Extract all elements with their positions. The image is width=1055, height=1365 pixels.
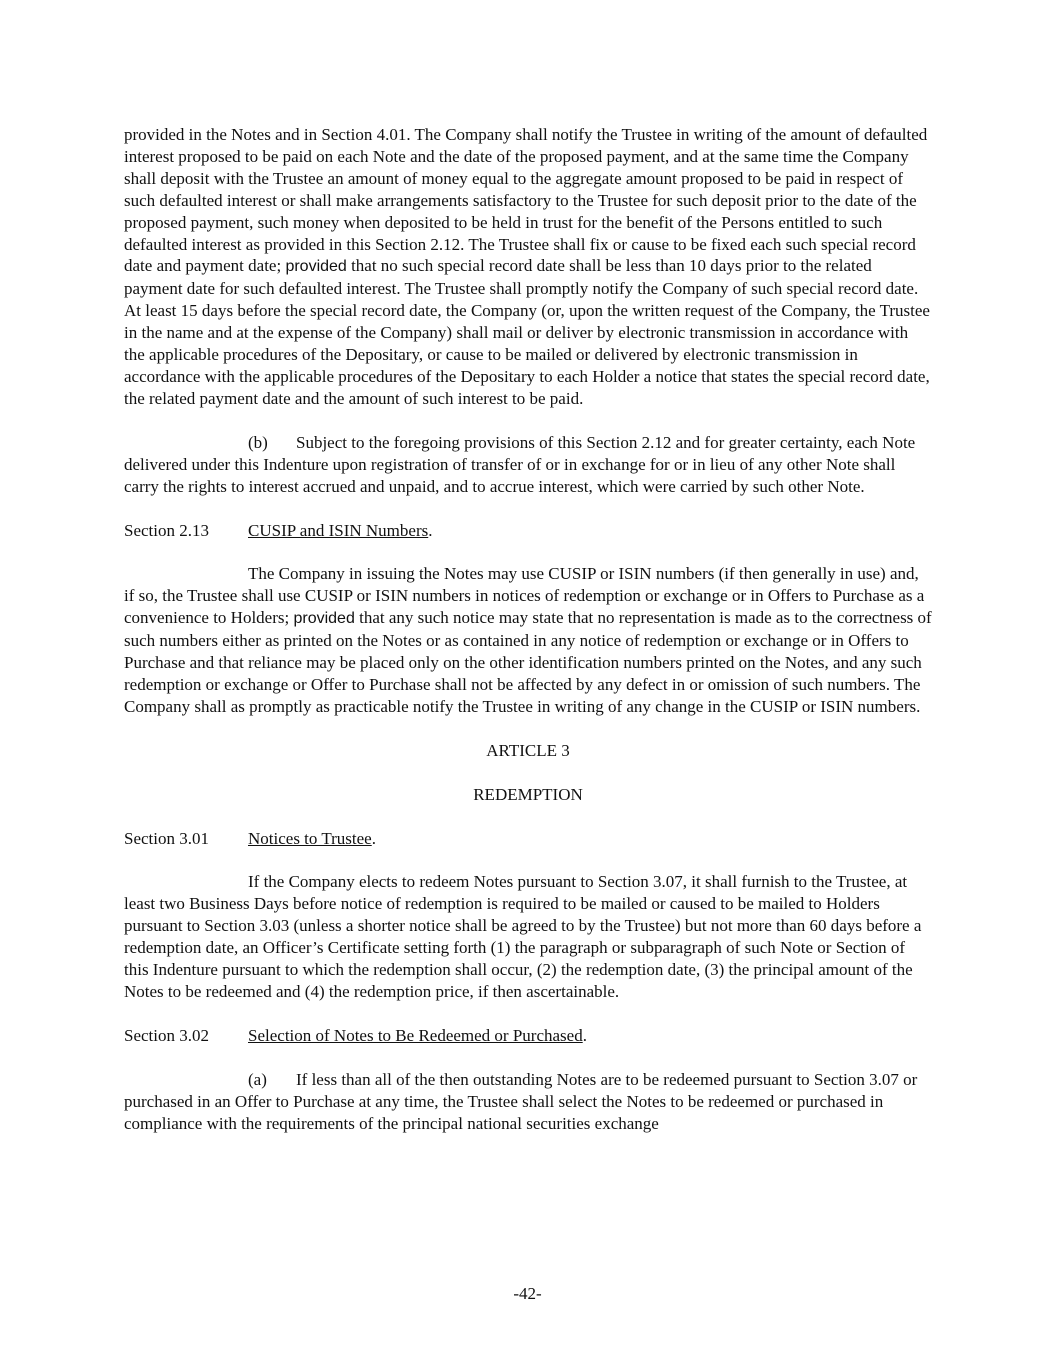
paragraph-defaulted-interest	[124, 124, 932, 410]
section-heading-3-02: Section 3.02 Selection of Notes to Be Redeemed or Purchased.	[124, 1025, 587, 1045]
section-heading-2-13: Section 2.13 CUSIP and ISIN Numbers.	[124, 520, 433, 540]
paragraph-text: If less than all of the then outstanding Notes are to be redeemed pursuant to Section 3.07 or purchased in an Offer to Purchase at any time, the Trustee shall select the Notes to be redeemed or purchased in compliance with the requirements of the principal national securities exchange	[124, 1069, 918, 1133]
section-title: Selection of Notes to Be Redeemed or Purchased	[248, 1025, 583, 1045]
article-heading: ARTICLE 3	[486, 740, 570, 760]
section-title: Notices to Trustee	[248, 828, 372, 848]
section-title: CUSIP and ISIN Numbers	[248, 520, 429, 540]
paragraph-text: that no such special record date shall be less than 10 days prior to the related payment date for such defaulted interest. The Trustee shall promptly notify the Company of such special record date. At least 15 days before the special record date, the Company (or, upon the written request of the Company, the Trustee in the name and at the expense of the Company) shall mail or deliver by electronic transmission in accordance with the applicable procedures of the Depositary, or cause to be mailed or delivered by electronic transmission in accordance with the applicable procedures of the Depositary to each Holder a notice that states the special record date, the related payment date and the amount of such interest to be paid.	[124, 256, 930, 408]
section-number: Section 3.02	[124, 1025, 209, 1045]
paragraph-text: Subject to the foregoing provisions of this Section 2.12 and for greater certainty, each Note delivered under this Indenture upon registration of transfer of or in exchange for or in lieu of any other Note shall carry the rights to interest accrued and unpaid, and to accrue interest, which were carried by such other Note.	[124, 432, 916, 496]
paragraph-text: provided in the Notes and in Section 4.01. The Company shall notify the Trustee in writing of the amount of defaulted interest proposed to be paid on each Note and the date of the proposed payment, and at the same time the Company shall deposit with the Trustee an amount of money equal to the aggregate amount proposed to be paid in respect of such defaulted interest or shall make arrangements satisfactory to the Trustee for such deposit prior to the date of the proposed payment, such money when deposited to be held in trust for the benefit of the Persons entitled to such defaulted interest as provided in this Section 2.12. The Trustee shall fix or cause to be fixed each such special record date and payment date;	[124, 125, 928, 276]
section-number: Section 2.13	[124, 520, 209, 540]
paragraph-text: that any such notice may state that no representation is made as to the correctness of such numbers either as printed on the Notes or as contained in any notice of redemption or exchange or in Offers to Purchase and that reliance may be placed only on the other identification numbers printed on the Notes, and any such redemption or exchange or Offer to Purchase shall not be affected by any defect in or omission of such numbers. The Company shall as promptly as practicable notify the Trustee in writing of any change in the CUSIP or ISIN numbers.	[124, 608, 932, 716]
paragraph-text: The Company in issuing the Notes may use CUSIP or ISIN numbers (if then generally in use) and, if so, the Trustee shall use CUSIP or ISIN numbers in notices of redemption or exchange or in Offers to Purchase as a convenience to Holders;	[124, 564, 925, 628]
section-number: Section 3.01	[124, 828, 209, 848]
paragraph-label: (a)	[248, 1069, 267, 1089]
paragraph-selection-a	[124, 1069, 932, 1135]
paragraph-notices: If the Company elects to redeem Notes pursuant to Section 3.07, it shall furnish to the Trustee, at least two Business Days before notice of redemption is required to be mailed or caused to be mailed to Holders pursuant to Section 3.03 (unless a shorter notice shall be agreed to by the Trustee) but not more than 60 days before a redemption date, an Officer’s Certificate setting forth (1) the paragraph or subparagraph of such Note or Section of this Indenture pursuant to which the redemption shall occur, (2) the redemption date, (3) the principal amount of the Notes to be redeemed and (4) the redemption price, if then ascertainable.	[124, 872, 922, 1001]
paragraph-label: (b)	[248, 432, 268, 452]
paragraph-cusip	[124, 563, 932, 717]
paragraph-b	[124, 432, 932, 498]
section-heading-3-01: Section 3.01 Notices to Trustee.	[124, 828, 376, 848]
article-title: REDEMPTION	[473, 784, 583, 804]
provided-term: provided	[285, 258, 347, 276]
provided-term: provided	[293, 610, 355, 628]
page-number: -42-	[513, 1284, 542, 1303]
document-body	[124, 124, 932, 1157]
